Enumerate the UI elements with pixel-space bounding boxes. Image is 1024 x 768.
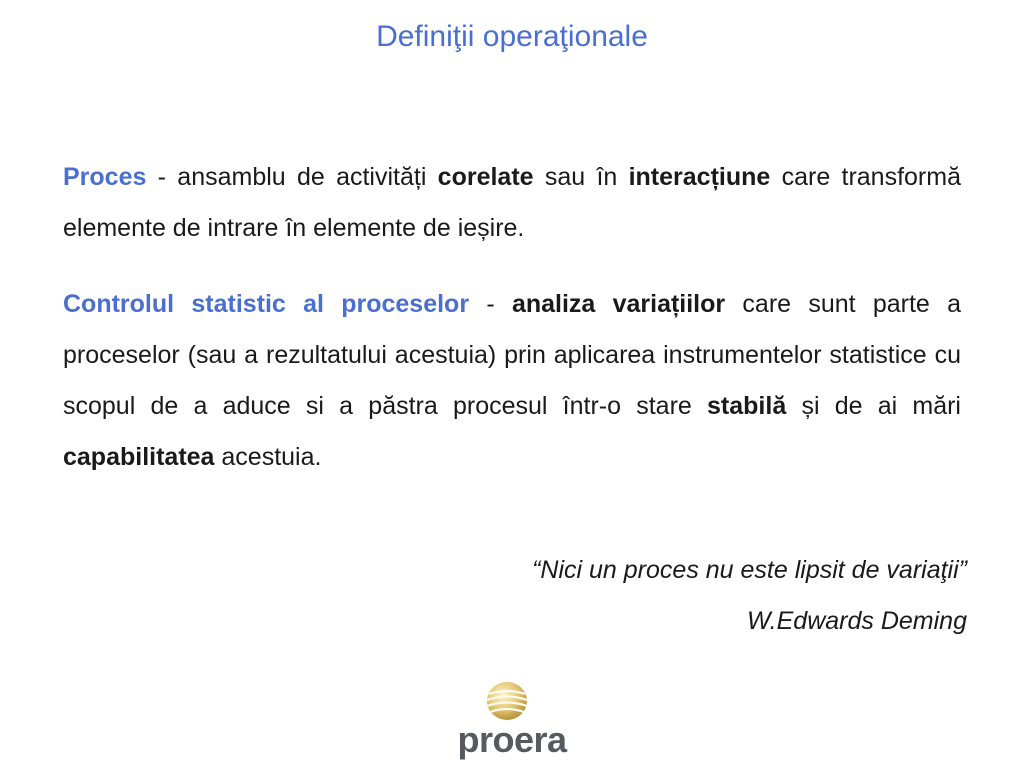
quote-author: W.Edwards Deming — [747, 607, 967, 635]
quote-text: “Nici un proces nu este lipsit de variaţii” — [532, 556, 967, 584]
definition-text: - — [469, 290, 512, 318]
slide-content — [63, 152, 961, 483]
definition-text: - ansamblu de activități — [146, 163, 438, 191]
emphasis-analiza-variatiilor: analiza variațiilor — [511, 290, 726, 318]
definition-control-statistic — [63, 279, 961, 483]
definition-proces — [63, 152, 961, 254]
term-control-statistic: Controlul statistic al proceselor — [63, 290, 470, 318]
proera-logo — [456, 680, 568, 762]
definition-text: sau în — [533, 163, 629, 191]
slide-title: Definiţii operaţionale — [376, 20, 648, 53]
definition-text: acestuia. — [214, 443, 322, 471]
emphasis-interactiune: interacțiune — [628, 163, 771, 191]
definition-text: și de ai mări — [786, 392, 961, 420]
quote-block — [532, 545, 967, 647]
emphasis-stabila: stabilă — [707, 392, 787, 420]
emphasis-capabilitatea: capabilitatea — [63, 443, 215, 471]
proera-logo-text: proera — [457, 719, 567, 760]
definition-text: care transformă elemente de intrare în elemente de ieșire. — [63, 163, 961, 242]
term-proces: Proces — [63, 163, 147, 191]
emphasis-corelate: corelate — [437, 163, 534, 191]
definition-text: care sunt parte a proceselor (sau a rezultatului acestuia) prin aplicarea instrumentelor statistice cu scopul de a aduce si a păstra procesul într-o stare — [63, 290, 961, 420]
proera-globe-icon — [484, 680, 530, 722]
